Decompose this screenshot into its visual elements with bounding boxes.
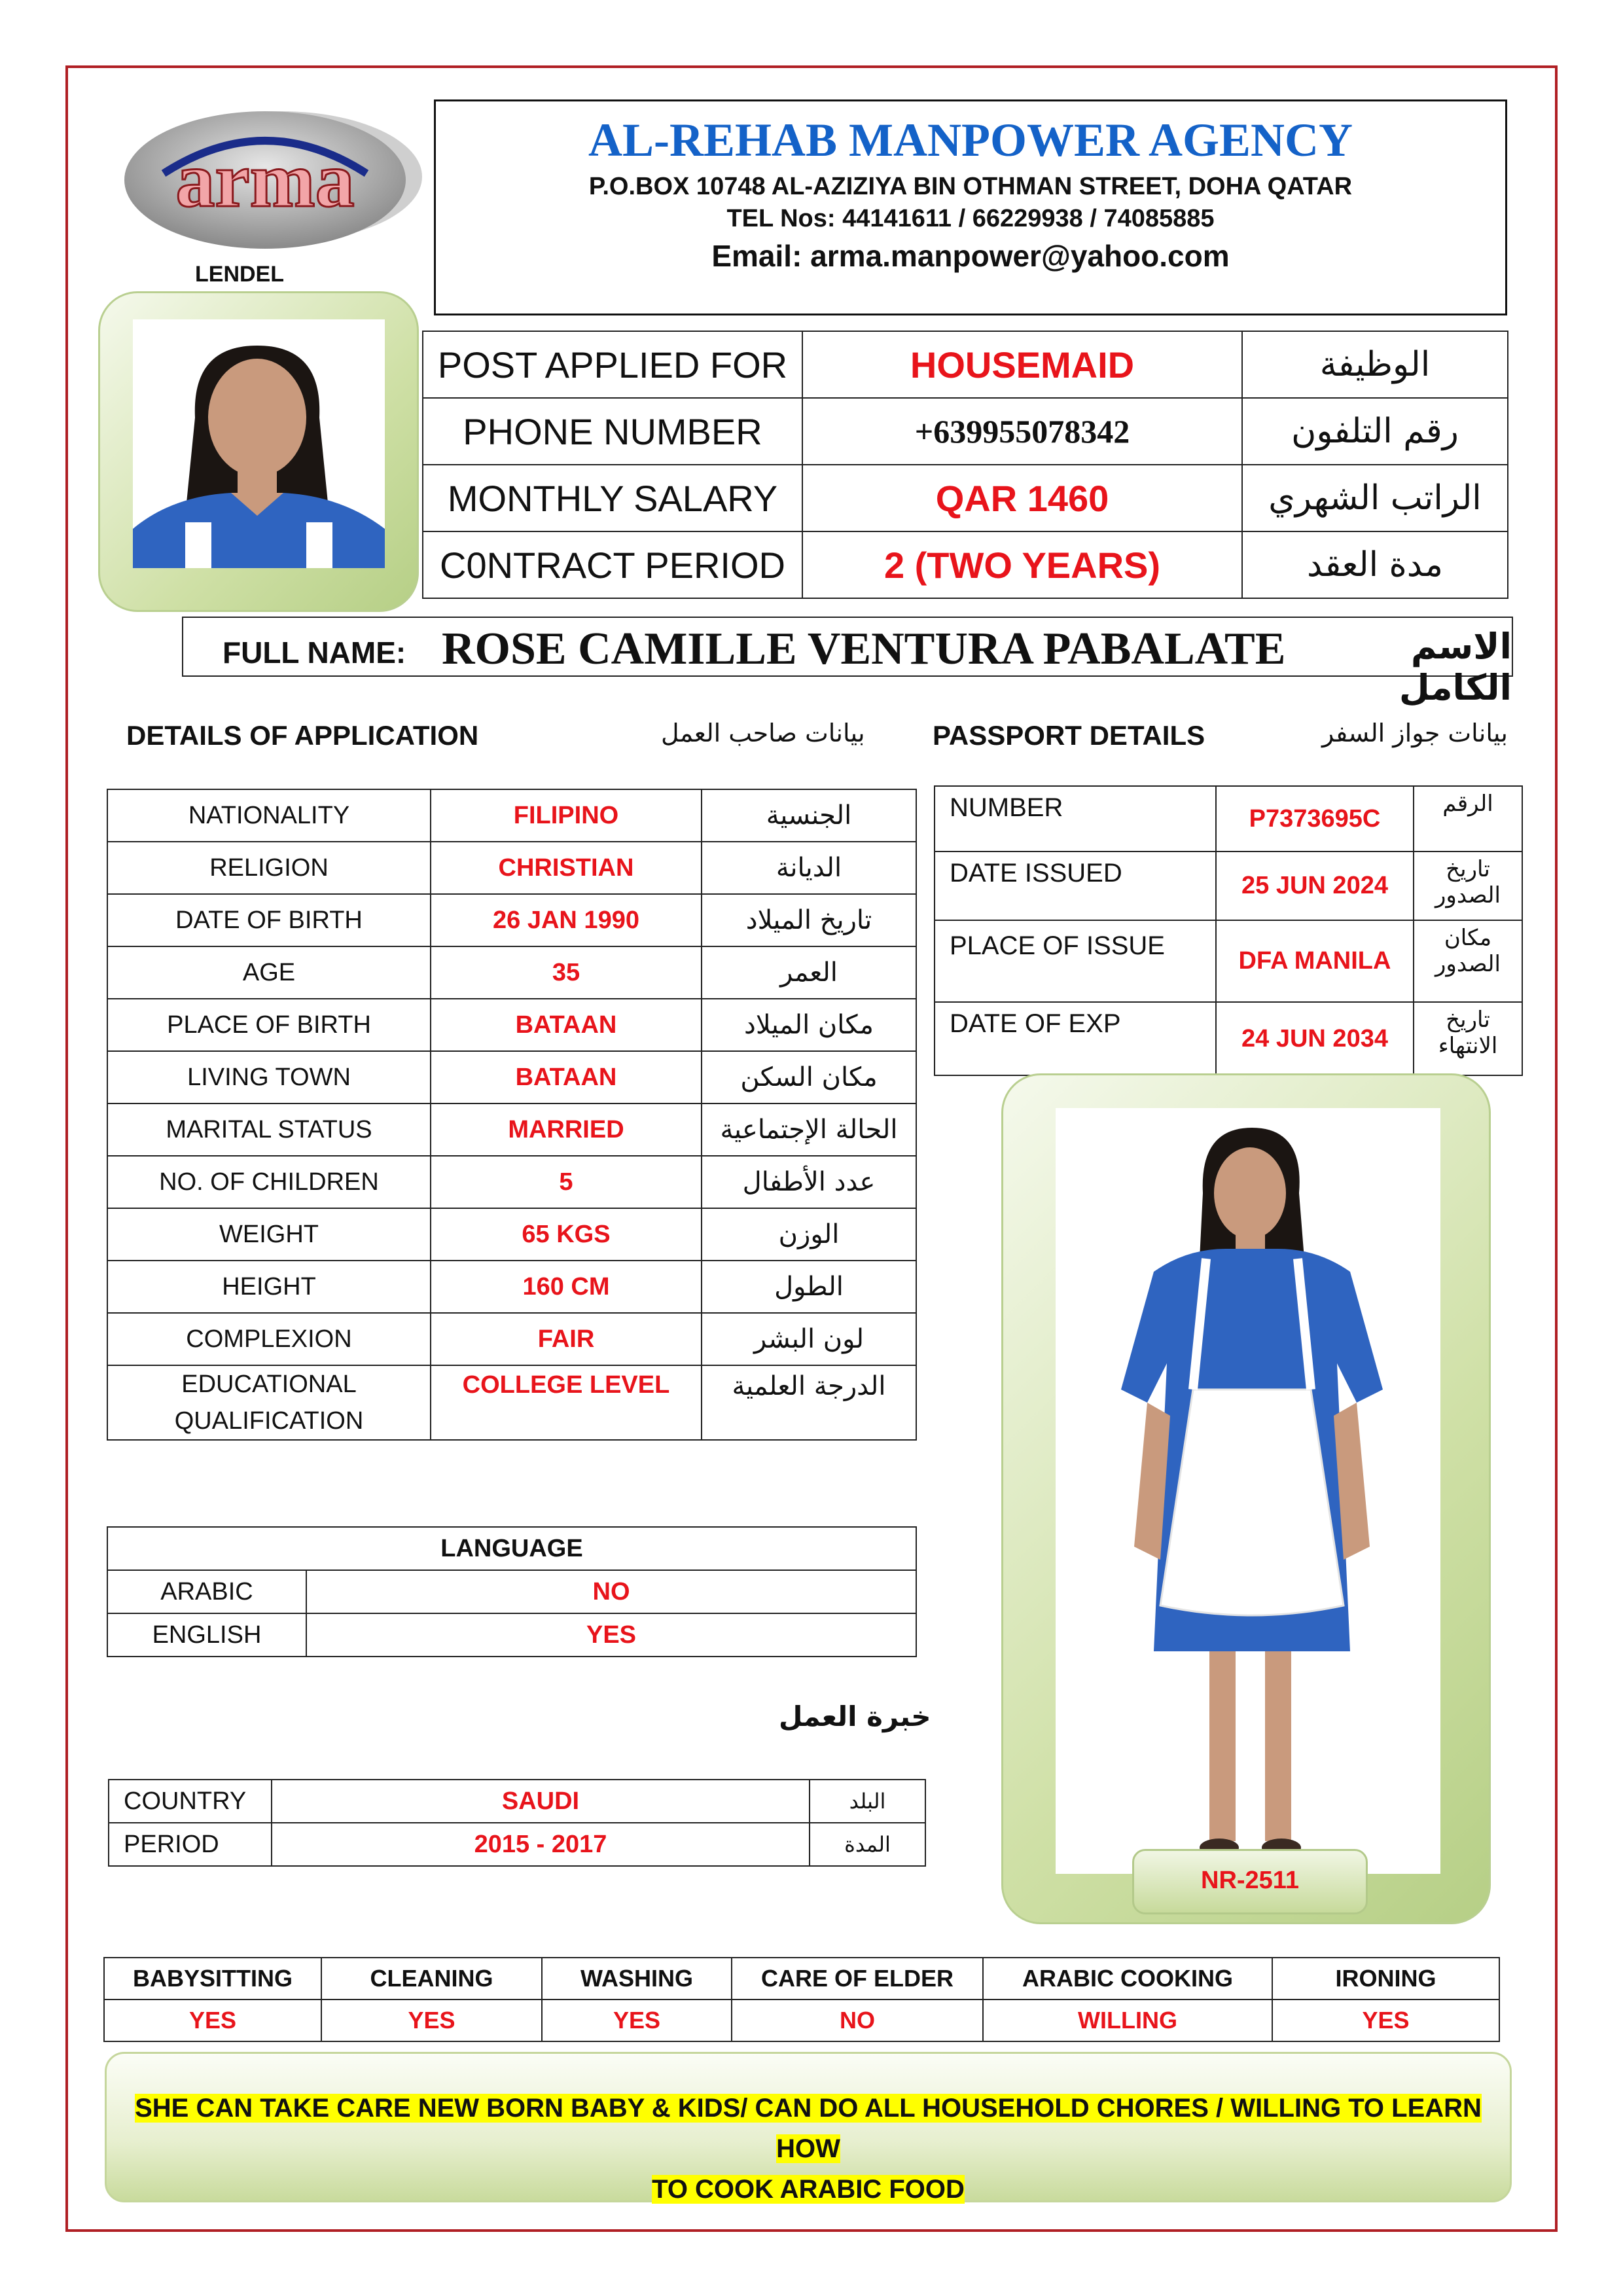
table-row <box>935 786 1522 852</box>
svg-text:arma: arma <box>175 136 355 223</box>
post-arabic: الوظيفة <box>1242 331 1508 398</box>
table-row <box>107 1156 916 1208</box>
skill-header: CLEANING <box>321 1958 542 2000</box>
detail-value: MARRIED <box>431 1103 702 1156</box>
detail-value: 26 JAN 1990 <box>431 894 702 946</box>
agency-logo <box>118 101 425 259</box>
details-heading: DETAILS OF APPLICATION <box>126 720 479 751</box>
table-row <box>935 1002 1522 1075</box>
details-heading-arabic: بيانات صاحب العمل <box>661 719 865 747</box>
language-heading: LANGUAGE <box>107 1527 916 1570</box>
detail-label: DATE OF BIRTH <box>107 894 431 946</box>
detail-label: NATIONALITY <box>107 789 431 842</box>
agency-header <box>434 99 1507 315</box>
table-row <box>935 852 1522 920</box>
phone-arabic: رقم التلفون <box>1242 398 1508 465</box>
logo-caption: LENDEL <box>195 262 284 287</box>
passport-value: 25 JUN 2024 <box>1216 852 1414 920</box>
remarks-line-2: TO COOK ARABIC FOOD <box>652 2175 965 2204</box>
table-row <box>107 1103 916 1156</box>
agency-address: P.O.BOX 10748 AL-AZIZIYA BIN OTHMAN STREET, DOHA QATAR <box>588 173 1353 200</box>
salary-arabic: الراتب الشهري <box>1242 465 1508 531</box>
agency-name: AL-REHAB MANPOWER AGENCY <box>588 114 1353 166</box>
experience-table <box>108 1779 926 1867</box>
skill-value: NO <box>732 2000 983 2041</box>
passport-arabic: الرقم <box>1414 786 1522 852</box>
detail-arabic: الدرجة العلمية <box>702 1365 916 1440</box>
detail-label: COMPLEXION <box>107 1313 431 1365</box>
detail-arabic: الوزن <box>702 1208 916 1261</box>
passport-arabic: مكان الصدور <box>1414 920 1522 1002</box>
detail-arabic: العمر <box>702 946 916 999</box>
detail-value: 5 <box>431 1156 702 1208</box>
full-body-photo <box>1056 1108 1440 1874</box>
table-row <box>104 2000 1499 2041</box>
experience-label: PERIOD <box>109 1823 272 1866</box>
agency-phone: TEL Nos: 44141611 / 66229938 / 74085885 <box>726 205 1215 232</box>
salary-value: QAR 1460 <box>802 465 1242 531</box>
table-row <box>107 999 916 1051</box>
experience-label: COUNTRY <box>109 1780 272 1823</box>
detail-arabic: عدد الأطفال <box>702 1156 916 1208</box>
detail-arabic: مكان السكن <box>702 1051 916 1103</box>
detail-arabic: لون البشر <box>702 1313 916 1365</box>
table-row <box>107 842 916 894</box>
full-body-photo-frame <box>1001 1073 1491 1924</box>
detail-value: 35 <box>431 946 702 999</box>
detail-value: FILIPINO <box>431 789 702 842</box>
full-name-label: FULL NAME: <box>223 636 406 670</box>
detail-label: AGE <box>107 946 431 999</box>
skill-value: YES <box>542 2000 732 2041</box>
detail-arabic: الجنسية <box>702 789 916 842</box>
skill-header: WASHING <box>542 1958 732 2000</box>
skills-table <box>103 1957 1500 2042</box>
contract-label: C0NTRACT PERIOD <box>423 531 802 598</box>
table-row <box>423 331 1508 398</box>
experience-value: SAUDI <box>272 1780 810 1823</box>
table-row <box>107 894 916 946</box>
passport-arabic: تاريخ الصدور <box>1414 852 1522 920</box>
post-label: POST APPLIED FOR <box>423 331 802 398</box>
table-row <box>109 1780 925 1823</box>
table-row <box>423 465 1508 531</box>
passport-heading-arabic: بيانات جواز السفر <box>1322 719 1508 747</box>
skill-value: YES <box>321 2000 542 2041</box>
passport-label: DATE OF EXP <box>935 1002 1216 1075</box>
detail-value: CHRISTIAN <box>431 842 702 894</box>
detail-label: LIVING TOWN <box>107 1051 431 1103</box>
language-value: NO <box>306 1570 916 1613</box>
table-row <box>107 1613 916 1657</box>
detail-value: BATAAN <box>431 999 702 1051</box>
skill-header: BABYSITTING <box>104 1958 321 2000</box>
skill-header: CARE OF ELDER <box>732 1958 983 2000</box>
salary-label: MONTHLY SALARY <box>423 465 802 531</box>
detail-arabic: تاريخ الميلاد <box>702 894 916 946</box>
passport-value: DFA MANILA <box>1216 920 1414 1002</box>
detail-arabic: الطول <box>702 1261 916 1313</box>
passport-arabic: تاريخ الانتهاء <box>1414 1002 1522 1075</box>
passport-label: NUMBER <box>935 786 1216 852</box>
table-row <box>423 531 1508 598</box>
detail-arabic: مكان الميلاد <box>702 999 916 1051</box>
detail-label: HEIGHT <box>107 1261 431 1313</box>
detail-label: RELIGION <box>107 842 431 894</box>
detail-label: NO. OF CHILDREN <box>107 1156 431 1208</box>
table-row <box>935 920 1522 1002</box>
detail-value: COLLEGE LEVEL <box>431 1365 702 1440</box>
passport-label: DATE ISSUED <box>935 852 1216 920</box>
agency-email: Email: arma.manpower@yahoo.com <box>711 239 1230 273</box>
detail-arabic: الديانة <box>702 842 916 894</box>
table-row <box>104 1958 1499 2000</box>
remarks-line-1: SHE CAN TAKE CARE NEW BORN BABY & KIDS/ CAN DO ALL HOUSEHOLD CHORES / WILLING TO LEARN HOW <box>135 2094 1482 2163</box>
detail-label: MARITAL STATUS <box>107 1103 431 1156</box>
phone-label: PHONE NUMBER <box>423 398 802 465</box>
table-row <box>107 1365 916 1440</box>
passport-table <box>934 785 1523 1076</box>
skill-header: IRONING <box>1272 1958 1499 2000</box>
detail-label: EDUCATIONAL QUALIFICATION <box>107 1365 431 1440</box>
detail-value: 160 CM <box>431 1261 702 1313</box>
table-row <box>107 1570 916 1613</box>
passport-heading: PASSPORT DETAILS <box>933 720 1205 751</box>
passport-value: P7373695C <box>1216 786 1414 852</box>
full-name-arabic: الاسم الكامل <box>1399 626 1512 708</box>
experience-value: 2015 - 2017 <box>272 1823 810 1866</box>
language-label: ENGLISH <box>107 1613 306 1657</box>
full-name-value: ROSE CAMILLE VENTURA PABALATE <box>442 624 1286 674</box>
detail-label: WEIGHT <box>107 1208 431 1261</box>
phone-value: +639955078342 <box>802 398 1242 465</box>
table-row <box>107 789 916 842</box>
table-row <box>107 1051 916 1103</box>
reference-code-badge <box>1132 1849 1368 1914</box>
table-row <box>107 1208 916 1261</box>
skill-header: ARABIC COOKING <box>983 1958 1272 2000</box>
application-details-table <box>107 789 917 1441</box>
remarks-text <box>133 2088 1484 2210</box>
detail-arabic: الحالة الإجتماعية <box>702 1103 916 1156</box>
table-row <box>423 398 1508 465</box>
contract-arabic: مدة العقد <box>1242 531 1508 598</box>
portrait-frame <box>98 291 419 612</box>
portrait-photo <box>133 319 385 568</box>
full-name-box <box>182 617 1513 708</box>
post-value: HOUSEMAID <box>802 331 1242 398</box>
job-summary-table <box>422 331 1508 599</box>
skill-value: WILLING <box>983 2000 1272 2041</box>
experience-arabic: المدة <box>810 1823 925 1866</box>
passport-label: PLACE OF ISSUE <box>935 920 1216 1002</box>
passport-value: 24 JUN 2034 <box>1216 1002 1414 1075</box>
experience-arabic: البلد <box>810 1780 925 1823</box>
skill-value: YES <box>1272 2000 1499 2041</box>
contract-value: 2 (TWO YEARS) <box>802 531 1242 598</box>
detail-value: 65 KGS <box>431 1208 702 1261</box>
table-row <box>107 946 916 999</box>
language-table <box>107 1526 917 1657</box>
experience-heading-arabic: خبرة العمل <box>779 1700 931 1732</box>
detail-value: FAIR <box>431 1313 702 1365</box>
detail-label: PLACE OF BIRTH <box>107 999 431 1051</box>
skill-value: YES <box>104 2000 321 2041</box>
table-row <box>109 1823 925 1866</box>
remarks-box <box>105 2052 1512 2202</box>
table-row <box>107 1527 916 1570</box>
detail-value: BATAAN <box>431 1051 702 1103</box>
reference-code: NR-2511 <box>1201 1867 1299 1894</box>
language-label: ARABIC <box>107 1570 306 1613</box>
language-value: YES <box>306 1613 916 1657</box>
table-row <box>107 1313 916 1365</box>
table-row <box>107 1261 916 1313</box>
